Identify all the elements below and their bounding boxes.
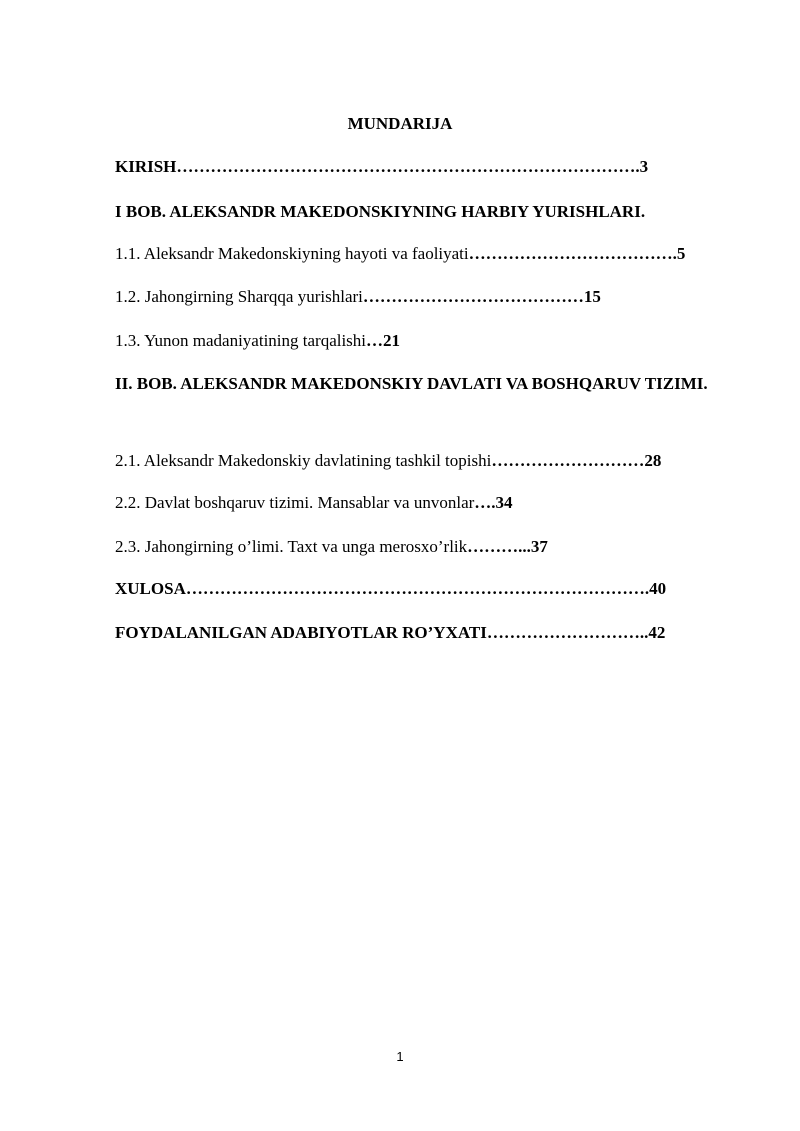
toc-entry-text: FOYDALANILGAN ADABIYOTLAR RO’YXATI: [115, 623, 487, 642]
toc-page-number: 28: [644, 451, 662, 470]
toc-chapter-1-heading: [115, 202, 645, 222]
toc-leader: ………………………: [491, 451, 645, 470]
toc-leader: ……………………………………………………………………….: [185, 579, 650, 598]
toc-entry-text: 1.2. Jahongirning Sharqqa yurishlari: [115, 287, 363, 306]
toc-entry-kirish: [115, 157, 648, 177]
toc-leader: ………...: [467, 537, 531, 556]
toc-entry-references: [115, 623, 665, 643]
toc-page-number: 5: [676, 244, 686, 263]
toc-entry-1-1: [115, 244, 685, 264]
toc-title: MUNDARIJA: [347, 114, 453, 133]
toc-leader: ………………………..: [486, 623, 649, 642]
toc-page-number: 40: [649, 579, 667, 598]
toc-entry-text: 2.2. Davlat boshqaruv tizimi. Mansablar va unvonlar: [115, 493, 475, 512]
toc-leader: ….: [474, 493, 496, 512]
toc-entry-text: 1.1. Aleksandr Makedonskiyning hayoti va faoliyati: [115, 244, 469, 263]
toc-leader: …: [366, 331, 384, 350]
toc-page-number: 21: [383, 331, 401, 350]
toc-entry-2-1: [115, 451, 661, 471]
toc-leader: ………………………………………………………………………: [176, 157, 636, 176]
toc-leader: ……………………………….: [468, 244, 677, 263]
toc-entry-2-2: [115, 493, 513, 513]
toc-page-number: .3: [635, 157, 649, 176]
toc-entry-text: 1.3. Yunon madaniyatining tarqalishi: [115, 331, 367, 350]
toc-entry-xulosa: [115, 579, 666, 599]
toc-entry-1-2: [115, 287, 601, 307]
toc-entry-text: 2.3. Jahongirning o’limi. Taxt va unga merosxo’rlik: [115, 537, 468, 556]
toc-entry-text: XULOSA: [115, 579, 186, 598]
toc-entry-text: 2.1. Aleksandr Makedonskiy davlatining tashkil topishi: [115, 451, 492, 470]
toc-entry-text: I BOB. ALEKSANDR MAKEDONSKIYNING HARBIY YURISHLARI.: [115, 202, 646, 221]
toc-entry-1-3: [115, 331, 400, 351]
toc-page-number: 37: [530, 537, 548, 556]
page-number: 1: [396, 1049, 404, 1064]
toc-chapter-2-heading: II. BOB. ALEKSANDR MAKEDONSKIY DAVLATI VA BOSHQARUV TIZIMI.: [115, 374, 708, 393]
toc-page-number: 15: [583, 287, 601, 306]
toc-entry-2-3: [115, 537, 548, 557]
toc-leader: …………………………………: [362, 287, 584, 306]
toc-page-number: 42: [648, 623, 666, 642]
toc-page-number: 34: [495, 493, 513, 512]
toc-entry-text: KIRISH: [115, 157, 177, 176]
